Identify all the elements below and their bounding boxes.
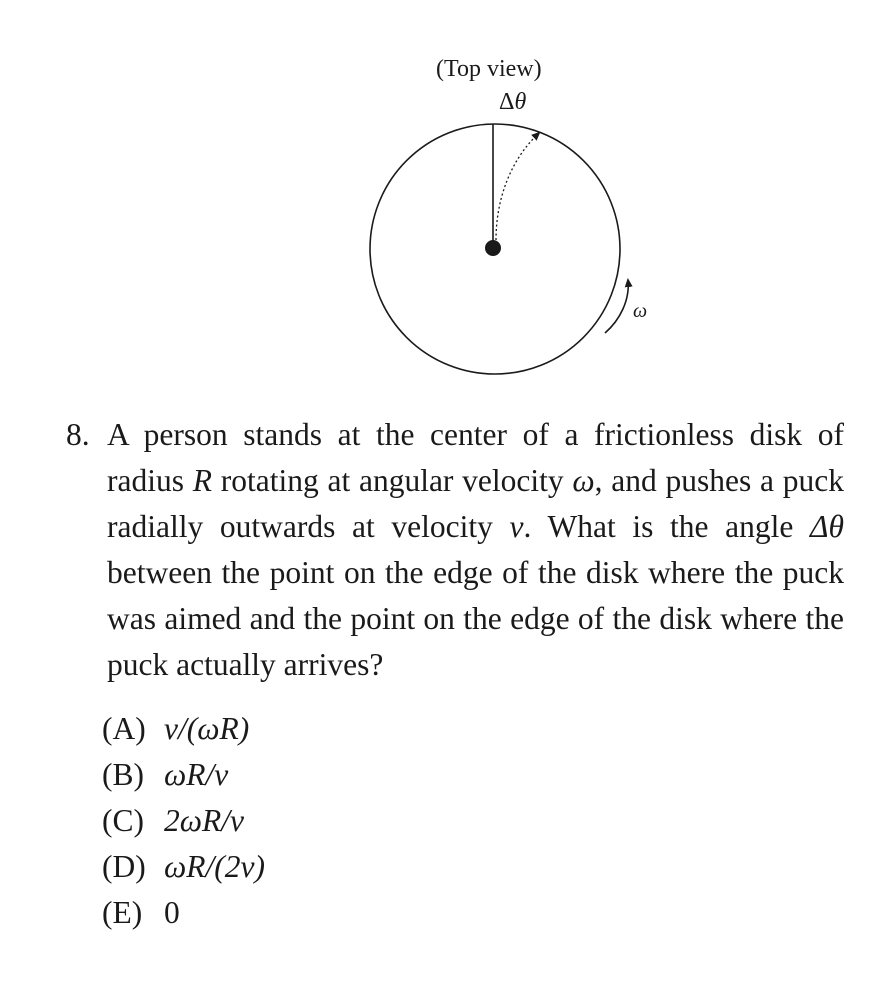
var-omega: ω	[572, 463, 595, 498]
choice-expression: 2ωR/v	[164, 803, 244, 838]
var-delta-theta: Δθ	[810, 509, 845, 544]
delta-symbol: Δ	[499, 89, 515, 115]
choice-a[interactable]	[102, 706, 265, 752]
choice-letter: (E)	[102, 895, 143, 930]
top-view-figure	[0, 0, 894, 400]
question-text-part: , and pushes a puck radially outwards at velocity	[107, 463, 844, 544]
var-v: v	[509, 509, 524, 544]
choice-d[interactable]	[102, 844, 265, 890]
rotation-arrow	[605, 280, 628, 333]
question-text-part: A person stands at the center of a frictionless disk of radius	[107, 417, 844, 498]
choice-letter: (C)	[102, 803, 144, 838]
choice-letter: (D)	[102, 849, 146, 884]
puck-trajectory	[496, 133, 539, 240]
choice-expression: ωR/v	[164, 757, 229, 792]
theta-symbol: θ	[514, 89, 527, 115]
omega-label: ω	[633, 300, 648, 322]
question-number: 8.	[66, 417, 90, 452]
choice-expression: v/(ωR)	[164, 711, 250, 746]
figure-caption: (Top view)	[436, 56, 542, 82]
var-R: R	[192, 463, 212, 498]
choice-letter: (B)	[102, 757, 144, 792]
answer-choices	[102, 706, 265, 936]
question-text-part: . What is the angle	[523, 509, 811, 544]
choice-letter: (A)	[102, 711, 146, 746]
disk-center-dot	[485, 240, 501, 256]
choice-b[interactable]	[102, 752, 265, 798]
delta-theta-label	[499, 89, 526, 116]
choice-expression: 0	[164, 895, 180, 930]
question-text-part: rotating at angular velocity	[212, 463, 573, 498]
question-text	[107, 412, 844, 688]
choice-e[interactable]	[102, 890, 265, 936]
question-text-part: between the point on the edge of the disk where the puck was aimed and the point on the edge of the disk where the puck actually arrives?	[107, 555, 844, 682]
question-block	[66, 412, 844, 688]
choice-c[interactable]	[102, 798, 265, 844]
choice-expression: ωR/(2v)	[164, 849, 265, 884]
